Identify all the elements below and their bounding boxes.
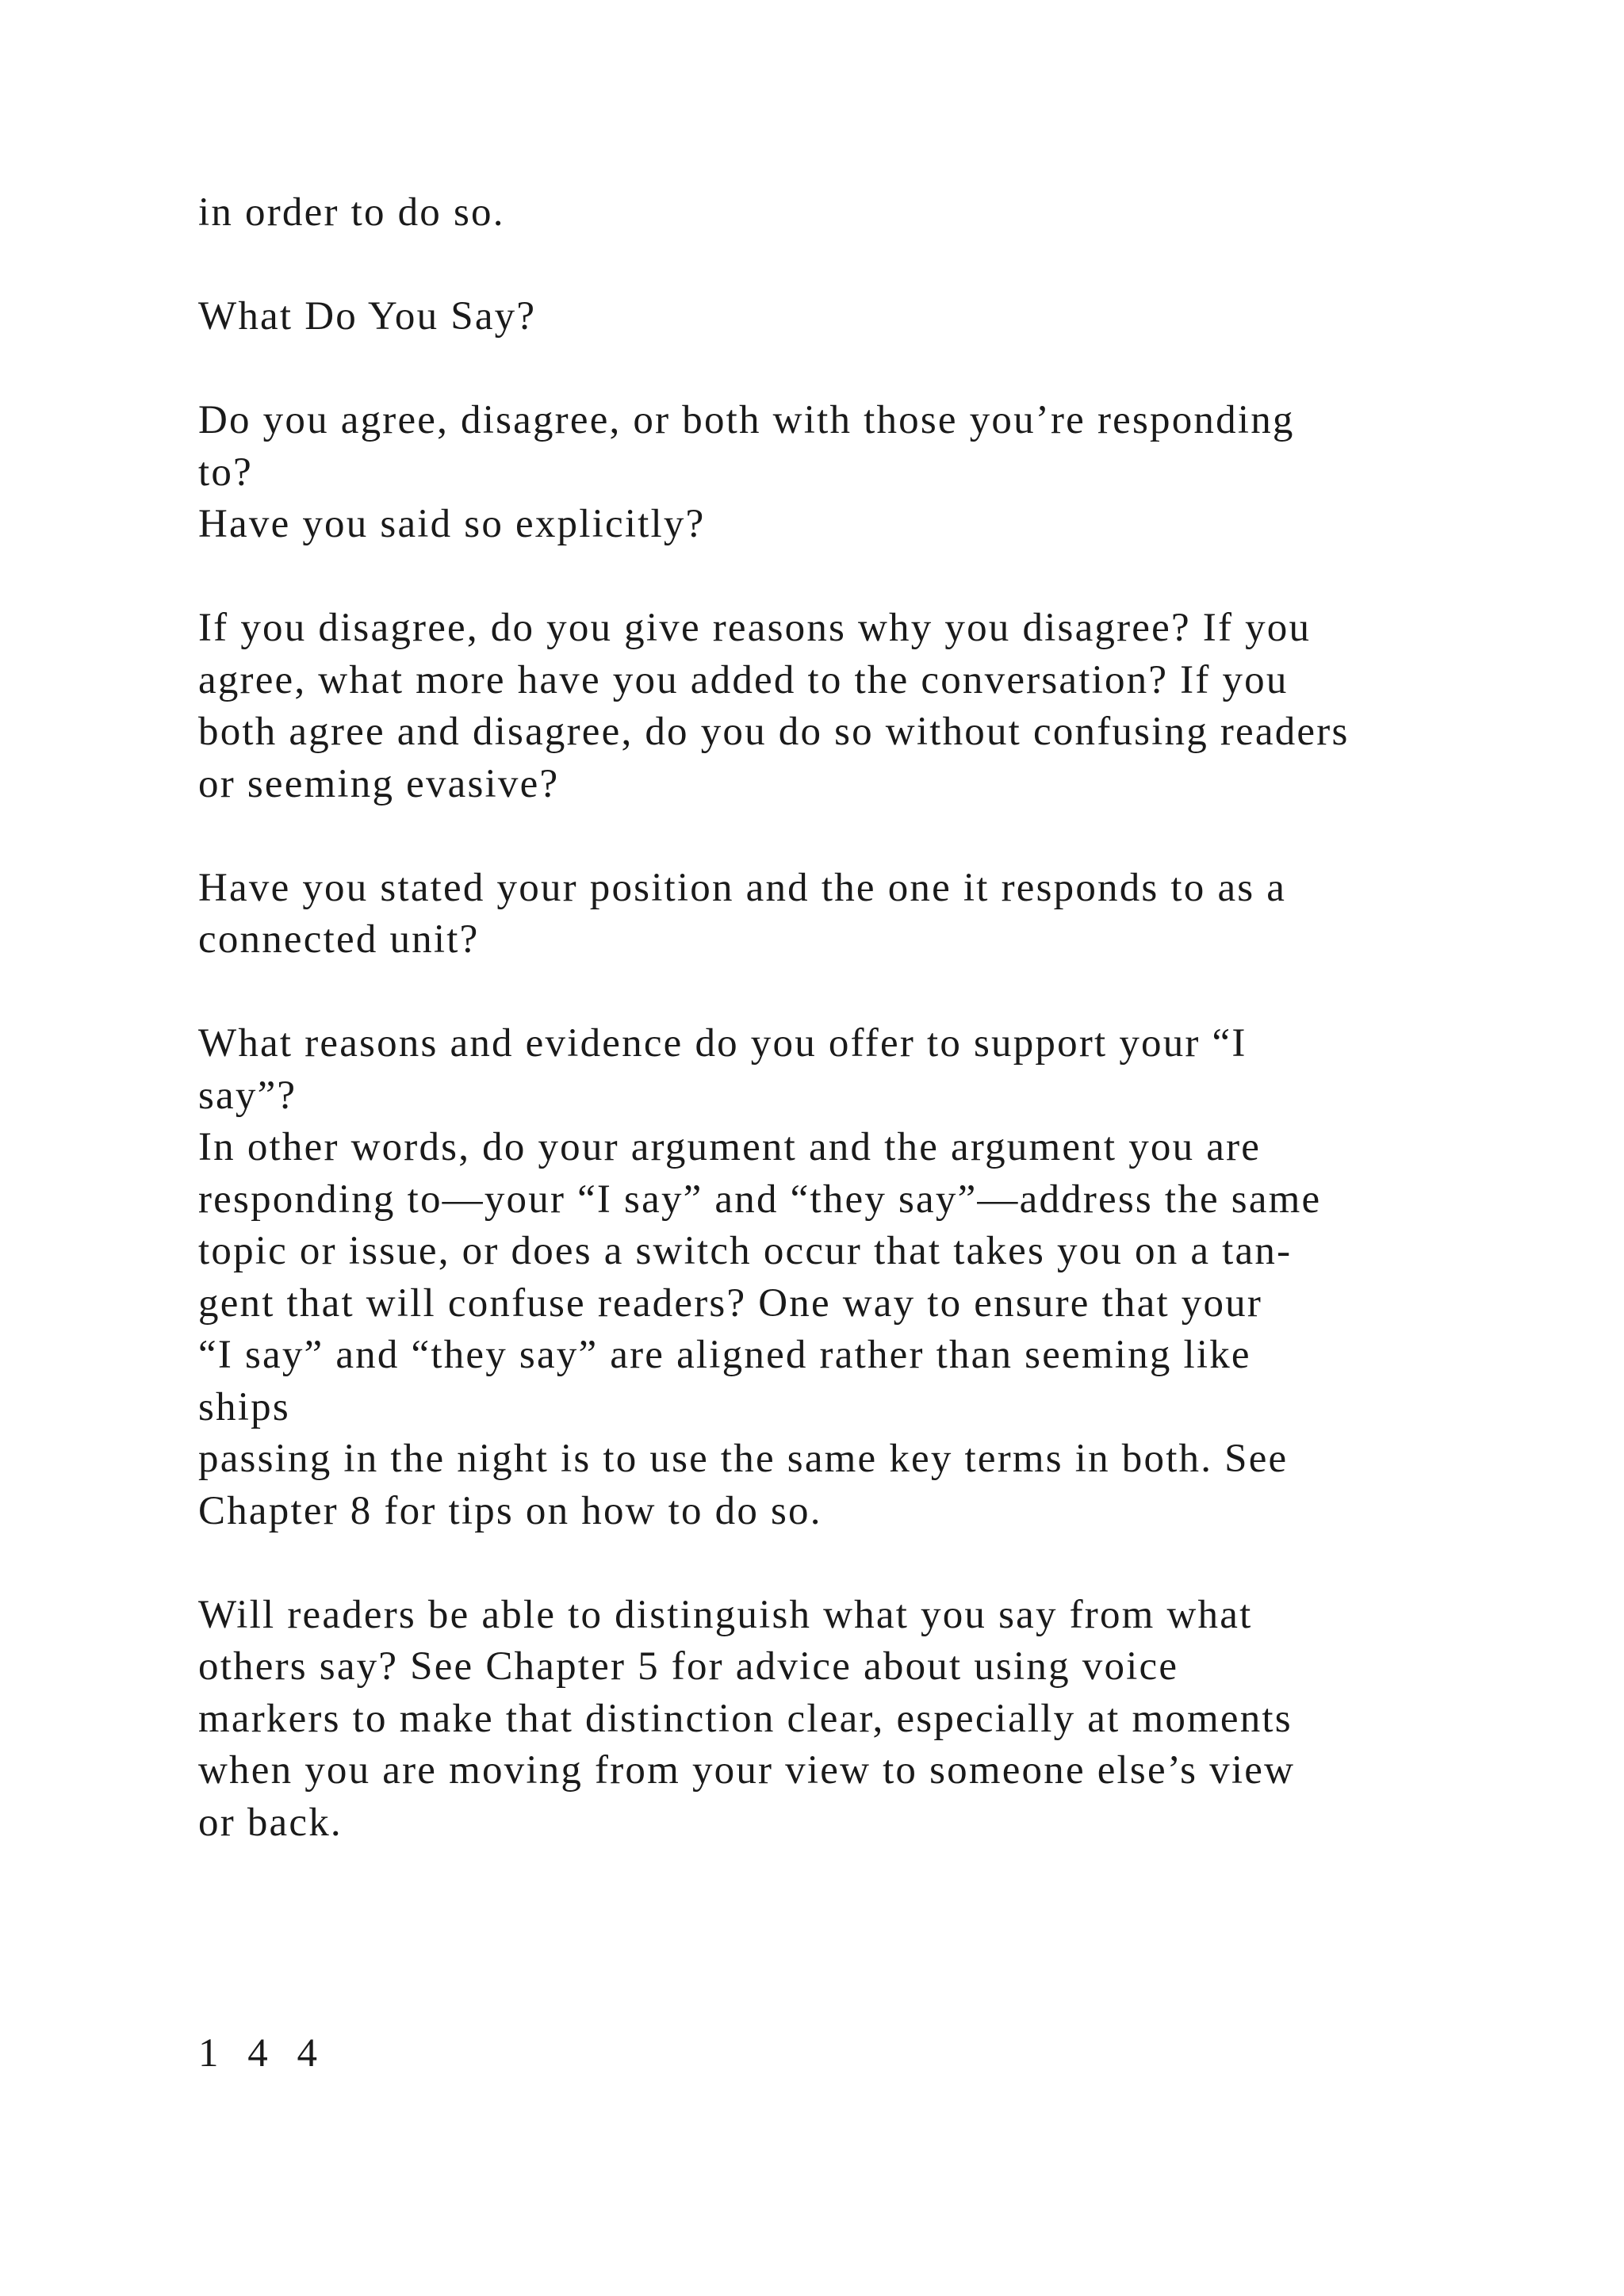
text-line: markers to make that distinction clear, especially at moments [198, 1696, 1293, 1741]
blank-line [198, 810, 1483, 863]
text-line: when you are moving from your view to someone else’s view [198, 1748, 1296, 1793]
blank-line [198, 239, 1483, 292]
blank-line [198, 966, 1483, 1019]
text-line: connected unit? [198, 917, 480, 962]
text-line: ships [198, 1384, 290, 1429]
text-line: responding to—your “I say” and “they say”—address the same [198, 1177, 1322, 1222]
body-text [198, 187, 1483, 1849]
blank-line [198, 551, 1483, 603]
text-line: If you disagree, do you give reasons why you disagree? If you [198, 606, 1312, 650]
text-line: agree, what more have you added to the conversation? If you [198, 657, 1289, 702]
blank-line [198, 1537, 1483, 1590]
text-line: to? [198, 450, 253, 495]
text-line: gent that will confuse readers? One way to ensure that your [198, 1280, 1263, 1326]
text-line: or back. [198, 1800, 343, 1845]
text-line: “I say” and “they say” are aligned rather than seeming like [198, 1333, 1251, 1377]
text-line: say”? [198, 1073, 297, 1118]
text-line: Have you stated your position and the one it responds to as a [198, 865, 1287, 910]
text-line: topic or issue, or does a switch occur that takes you on a tan- [198, 1229, 1293, 1273]
text-line: both agree and disagree, do you do so without confusing readers [198, 710, 1350, 754]
page-number: 1 4 4 [198, 2031, 327, 2076]
text-line: Will readers be able to distinguish what you say from what [198, 1592, 1253, 1637]
text-line: others say? See Chapter 5 for advice about using voice [198, 1644, 1179, 1689]
blank-line [198, 343, 1483, 396]
text-line: or seeming evasive? [198, 761, 560, 806]
section-heading: What Do You Say? [198, 294, 537, 339]
text-line: passing in the night is to use the same key terms in both. See [198, 1437, 1289, 1481]
text-line: Have you said so explicitly? [198, 502, 706, 546]
text-line: In other words, do your argument and the argument you are [198, 1125, 1262, 1169]
text-line: Do you agree, disagree, or both with those you’re responding [198, 398, 1295, 442]
text-line: in order to do so. [198, 190, 505, 235]
text-line: What reasons and evidence do you offer to support your “I [198, 1021, 1247, 1066]
text-line: Chapter 8 for tips on how to do so. [198, 1488, 822, 1533]
